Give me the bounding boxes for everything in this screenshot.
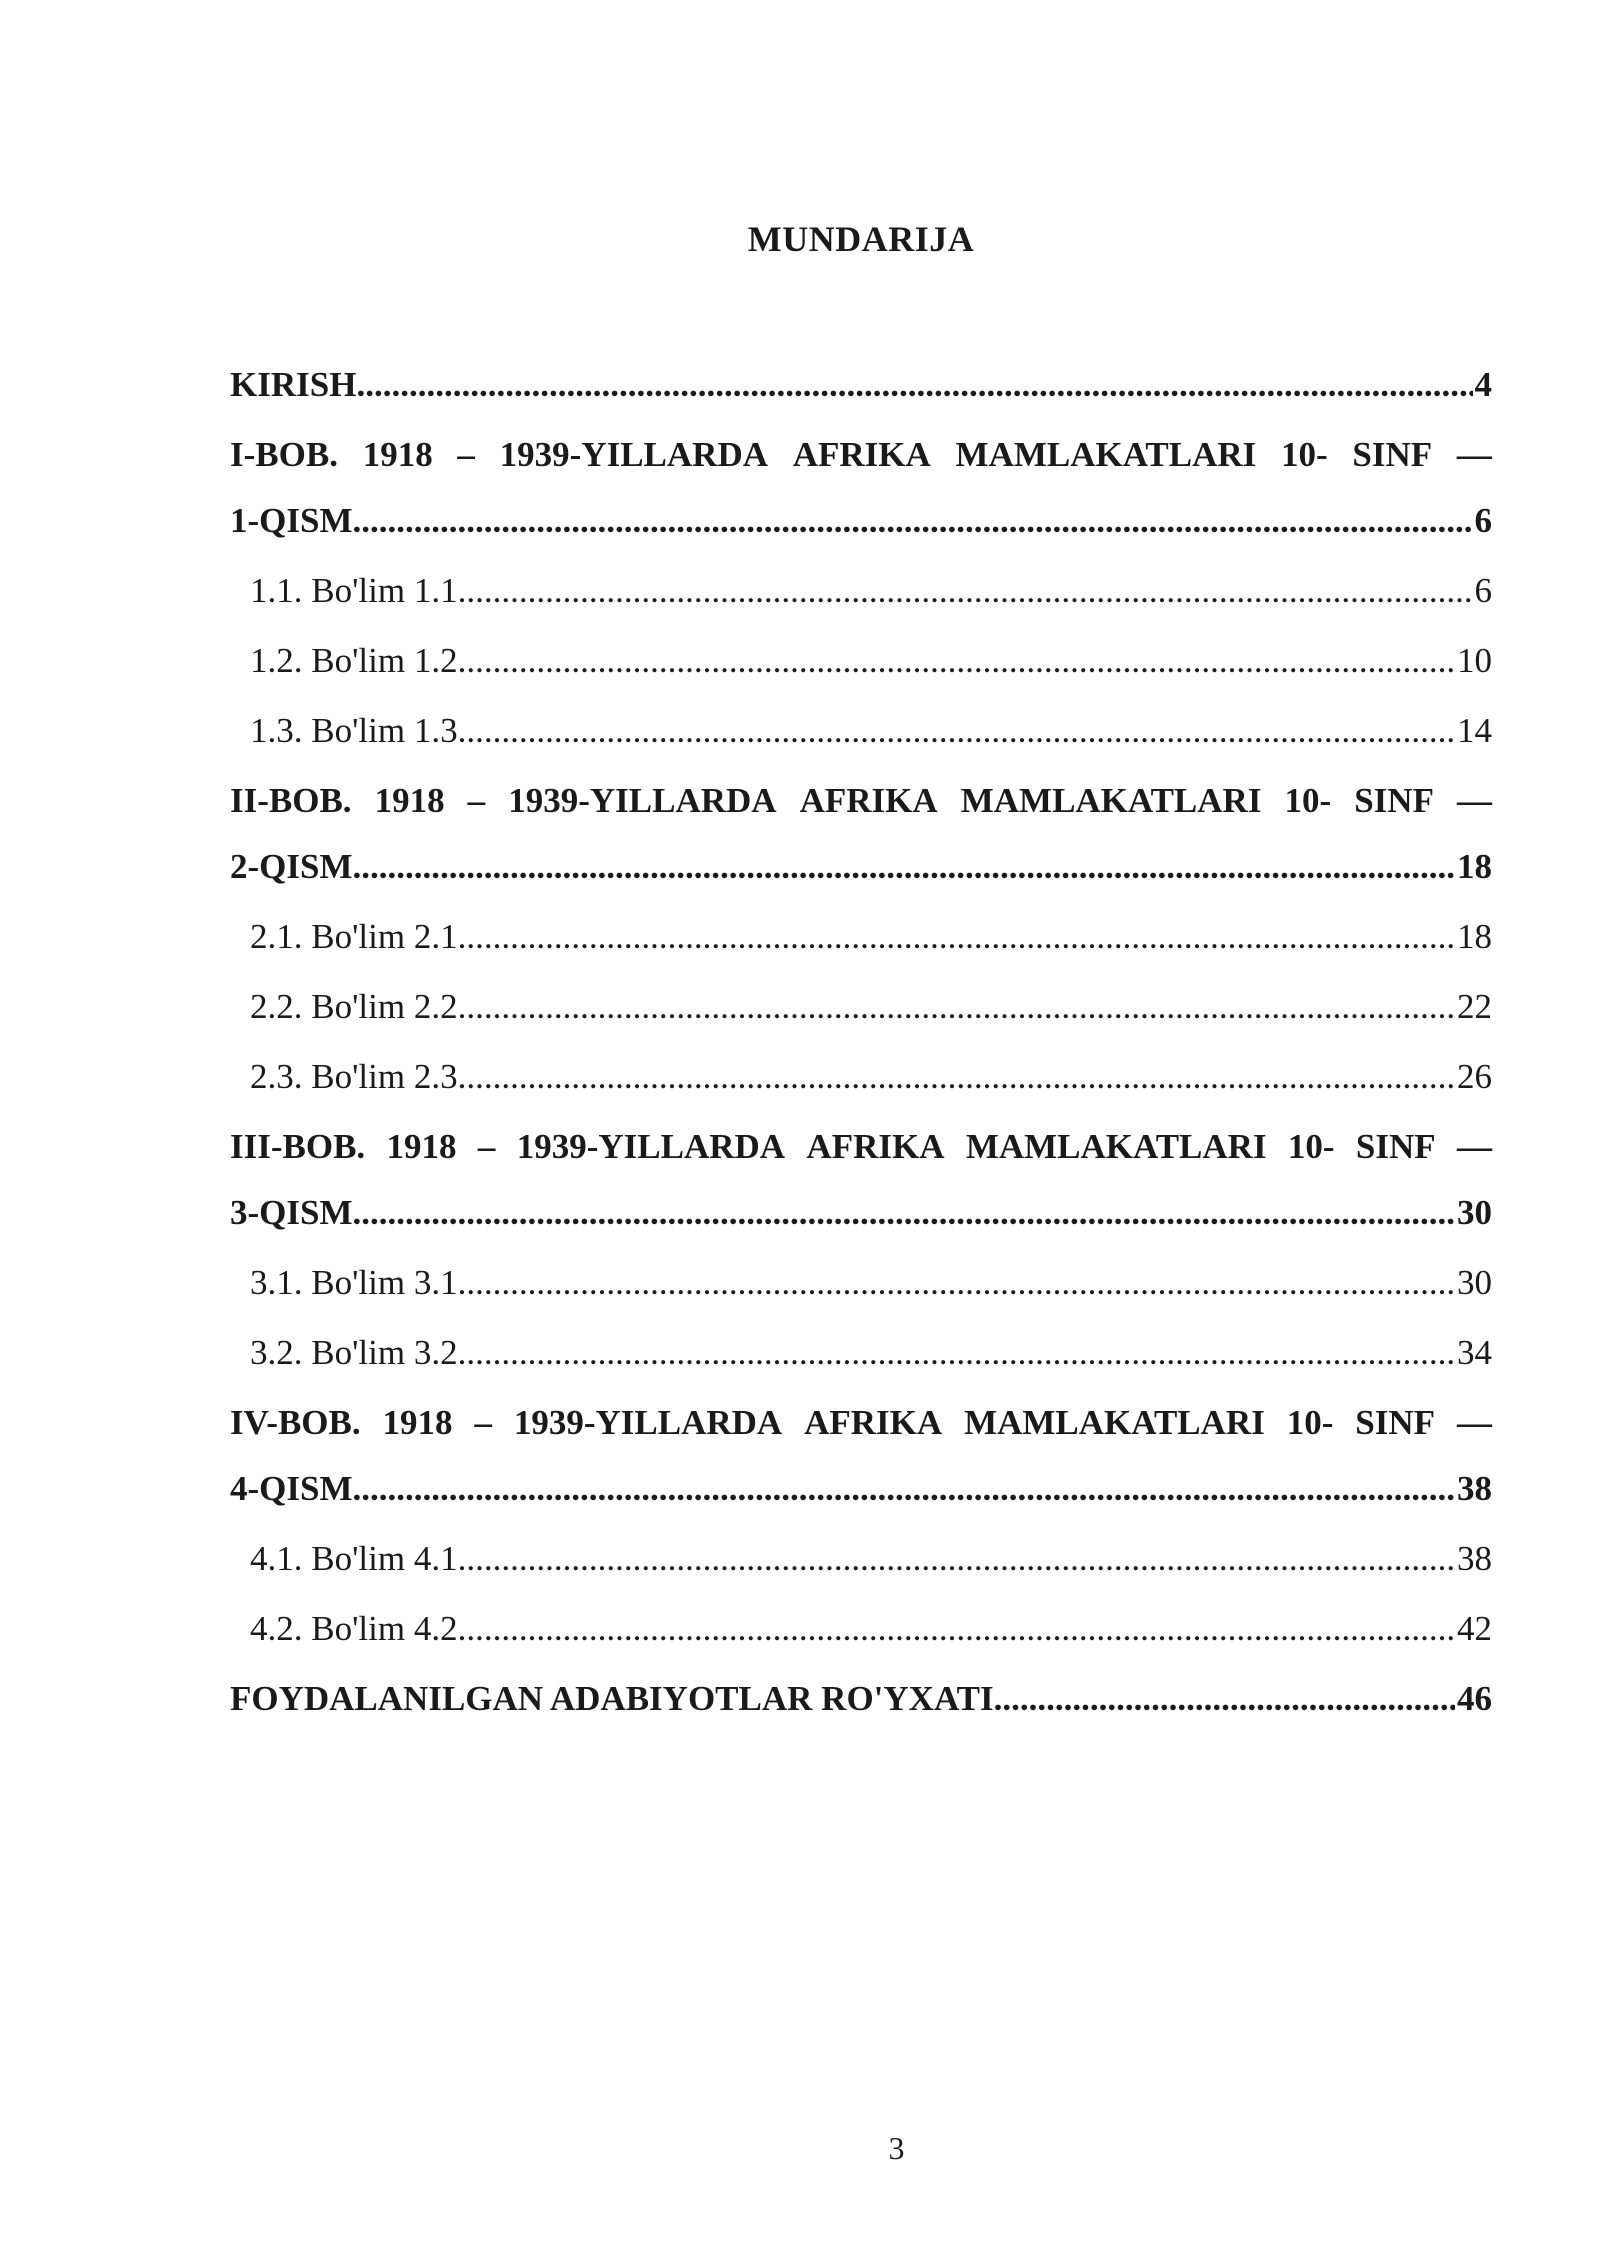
toc-entry-label: 2-QISM <box>230 847 353 886</box>
toc-dot-leader <box>994 1664 1455 1734</box>
toc-dot-leader <box>458 972 1455 1042</box>
toc-section-entry[interactable] <box>230 972 1492 1042</box>
toc-entry[interactable] <box>230 350 1492 420</box>
toc-entry-label: 2.1. Bo'lim 2.1 <box>250 917 458 956</box>
toc-chapter-heading-word: MAMLAKATLARI <box>964 1403 1265 1442</box>
toc-chapter-heading-word: AFRIKA <box>806 1127 945 1166</box>
toc-chapter-heading-word: AFRIKA <box>792 435 931 474</box>
toc-chapter-heading-word: AFRIKA <box>804 1403 943 1442</box>
toc-entry-label: 4-QISM <box>230 1469 353 1508</box>
toc-page-number: 34 <box>1457 1333 1492 1372</box>
toc-entry[interactable] <box>230 1664 1492 1734</box>
toc-page-number: 18 <box>1457 917 1492 956</box>
toc-dot-leader <box>458 1594 1455 1664</box>
toc-entry-label: 1.3. Bo'lim 1.3 <box>250 711 458 750</box>
toc-entry-label: 3.1. Bo'lim 3.1 <box>250 1263 458 1302</box>
page-title: MUNDARIJA <box>747 219 975 259</box>
toc-page-number: 6 <box>1474 571 1492 610</box>
toc-page-number: 38 <box>1457 1469 1492 1508</box>
toc-chapter-heading-word: MAMLAKATLARI <box>960 781 1262 820</box>
toc-section-entry[interactable] <box>230 1248 1492 1318</box>
toc-chapter-heading[interactable] <box>230 766 1492 836</box>
toc-section-entry[interactable] <box>230 1524 1492 1594</box>
toc-chapter-heading[interactable] <box>230 1388 1492 1458</box>
toc-chapter-heading-word: MAMLAKATLARI <box>955 435 1257 474</box>
toc-chapter-heading-word: 1939-YILLARDA <box>516 1127 786 1166</box>
toc-chapter-heading-word: 1939-YILLARDA <box>499 435 769 474</box>
toc-page-number: 18 <box>1457 847 1492 886</box>
toc-chapter-heading-word: 1918 <box>382 1403 453 1442</box>
toc-chapter-heading-word: III-BOB. <box>230 1127 366 1166</box>
toc-chapter-entry[interactable] <box>230 1178 1492 1248</box>
toc-chapter-entry[interactable] <box>230 486 1492 556</box>
toc-chapter-heading-word: — <box>1456 435 1492 474</box>
toc-chapter-heading-word: 10- <box>1284 781 1332 820</box>
toc-entry-label: 3-QISM <box>230 1193 353 1232</box>
toc-page-number: 30 <box>1457 1193 1492 1232</box>
toc-chapter-heading-word: 10- <box>1281 435 1328 474</box>
toc-page-number: 38 <box>1457 1539 1492 1578</box>
toc-chapter-entry[interactable] <box>230 1454 1492 1524</box>
toc-dot-leader <box>353 1178 1456 1248</box>
toc-dot-leader <box>458 1042 1455 1112</box>
toc-entry-label: 4.2. Bo'lim 4.2 <box>250 1609 458 1648</box>
toc-page-number: 22 <box>1457 987 1492 1026</box>
toc-chapter-heading-word: AFRIKA <box>799 781 938 820</box>
toc-page-number: 26 <box>1457 1057 1492 1096</box>
toc-page-number: 42 <box>1457 1609 1492 1648</box>
toc-chapter-heading-word: 1918 <box>374 781 445 820</box>
toc-chapter-heading-word: 10- <box>1286 1403 1334 1442</box>
toc-dot-leader <box>458 1248 1455 1318</box>
toc-chapter-heading-word: SINF <box>1355 1403 1436 1442</box>
toc-chapter-heading[interactable] <box>230 1112 1492 1182</box>
toc-chapter-heading-word: – <box>457 435 475 474</box>
toc-chapter-heading-word: 1918 <box>386 1127 457 1166</box>
toc-dot-leader <box>458 696 1455 766</box>
toc-chapter-heading-word: — <box>1457 1127 1492 1166</box>
toc-entry-label: 1.2. Bo'lim 1.2 <box>250 641 458 680</box>
toc-chapter-entry[interactable] <box>230 832 1492 902</box>
toc-chapter-heading-word: — <box>1457 781 1492 820</box>
toc-entry-label: 4.1. Bo'lim 4.1 <box>250 1539 458 1578</box>
toc-dot-leader <box>353 486 1473 556</box>
toc-chapter-heading-word: — <box>1456 1403 1492 1442</box>
toc-dot-leader <box>458 556 1473 626</box>
toc-chapter-heading-word: 1939-YILLARDA <box>513 1403 783 1442</box>
table-of-contents <box>230 350 1492 1734</box>
toc-section-entry[interactable] <box>230 696 1492 766</box>
toc-section-entry[interactable] <box>230 556 1492 626</box>
toc-section-entry[interactable] <box>230 1318 1492 1388</box>
toc-chapter-heading-word: SINF <box>1355 1127 1436 1166</box>
toc-chapter-heading[interactable] <box>230 420 1492 490</box>
page-number: 3 <box>888 2130 905 2166</box>
toc-dot-leader <box>356 350 1472 420</box>
toc-page-number: 46 <box>1457 1679 1492 1718</box>
toc-entry-label: 1-QISM <box>230 501 353 540</box>
toc-chapter-heading-word: SINF <box>1352 435 1433 474</box>
toc-entry-label: KIRISH <box>230 365 357 404</box>
toc-entry-label: 3.2. Bo'lim 3.2 <box>250 1333 458 1372</box>
toc-entry-label: FOYDALANILGAN ADABIYOTLAR RO'YXATI <box>230 1679 994 1718</box>
toc-chapter-heading-word: 10- <box>1287 1127 1335 1166</box>
toc-section-entry[interactable] <box>230 902 1492 972</box>
toc-page-number: 4 <box>1474 365 1492 404</box>
toc-section-entry[interactable] <box>230 1042 1492 1112</box>
toc-chapter-heading-word: – <box>474 1403 492 1442</box>
toc-dot-leader <box>458 1318 1455 1388</box>
toc-entry-label: 2.3. Bo'lim 2.3 <box>250 1057 458 1096</box>
toc-page-number: 30 <box>1457 1263 1492 1302</box>
toc-chapter-heading-word: 1939-YILLARDA <box>508 781 777 820</box>
toc-section-entry[interactable] <box>230 1594 1492 1664</box>
toc-chapter-heading-word: – <box>467 781 486 820</box>
toc-dot-leader <box>353 832 1456 902</box>
toc-dot-leader <box>458 1524 1455 1594</box>
toc-chapter-heading-word: IV-BOB. <box>230 1403 361 1442</box>
toc-entry-label: 2.2. Bo'lim 2.2 <box>250 987 458 1026</box>
toc-dot-leader <box>458 626 1455 696</box>
toc-page-number: 14 <box>1457 711 1492 750</box>
toc-page-number: 10 <box>1457 641 1492 680</box>
toc-chapter-heading-word: 1918 <box>362 435 433 474</box>
toc-chapter-heading-word: II-BOB. <box>230 781 352 820</box>
toc-entry-label: 1.1. Bo'lim 1.1 <box>250 571 458 610</box>
toc-dot-leader <box>353 1454 1456 1524</box>
toc-chapter-heading-word: I-BOB. <box>230 435 338 474</box>
toc-chapter-heading-word: – <box>477 1127 496 1166</box>
toc-chapter-heading-word: SINF <box>1354 781 1434 820</box>
toc-section-entry[interactable] <box>230 626 1492 696</box>
toc-chapter-heading-word: MAMLAKATLARI <box>965 1127 1267 1166</box>
toc-page-number: 6 <box>1474 501 1492 540</box>
toc-dot-leader <box>458 902 1455 972</box>
